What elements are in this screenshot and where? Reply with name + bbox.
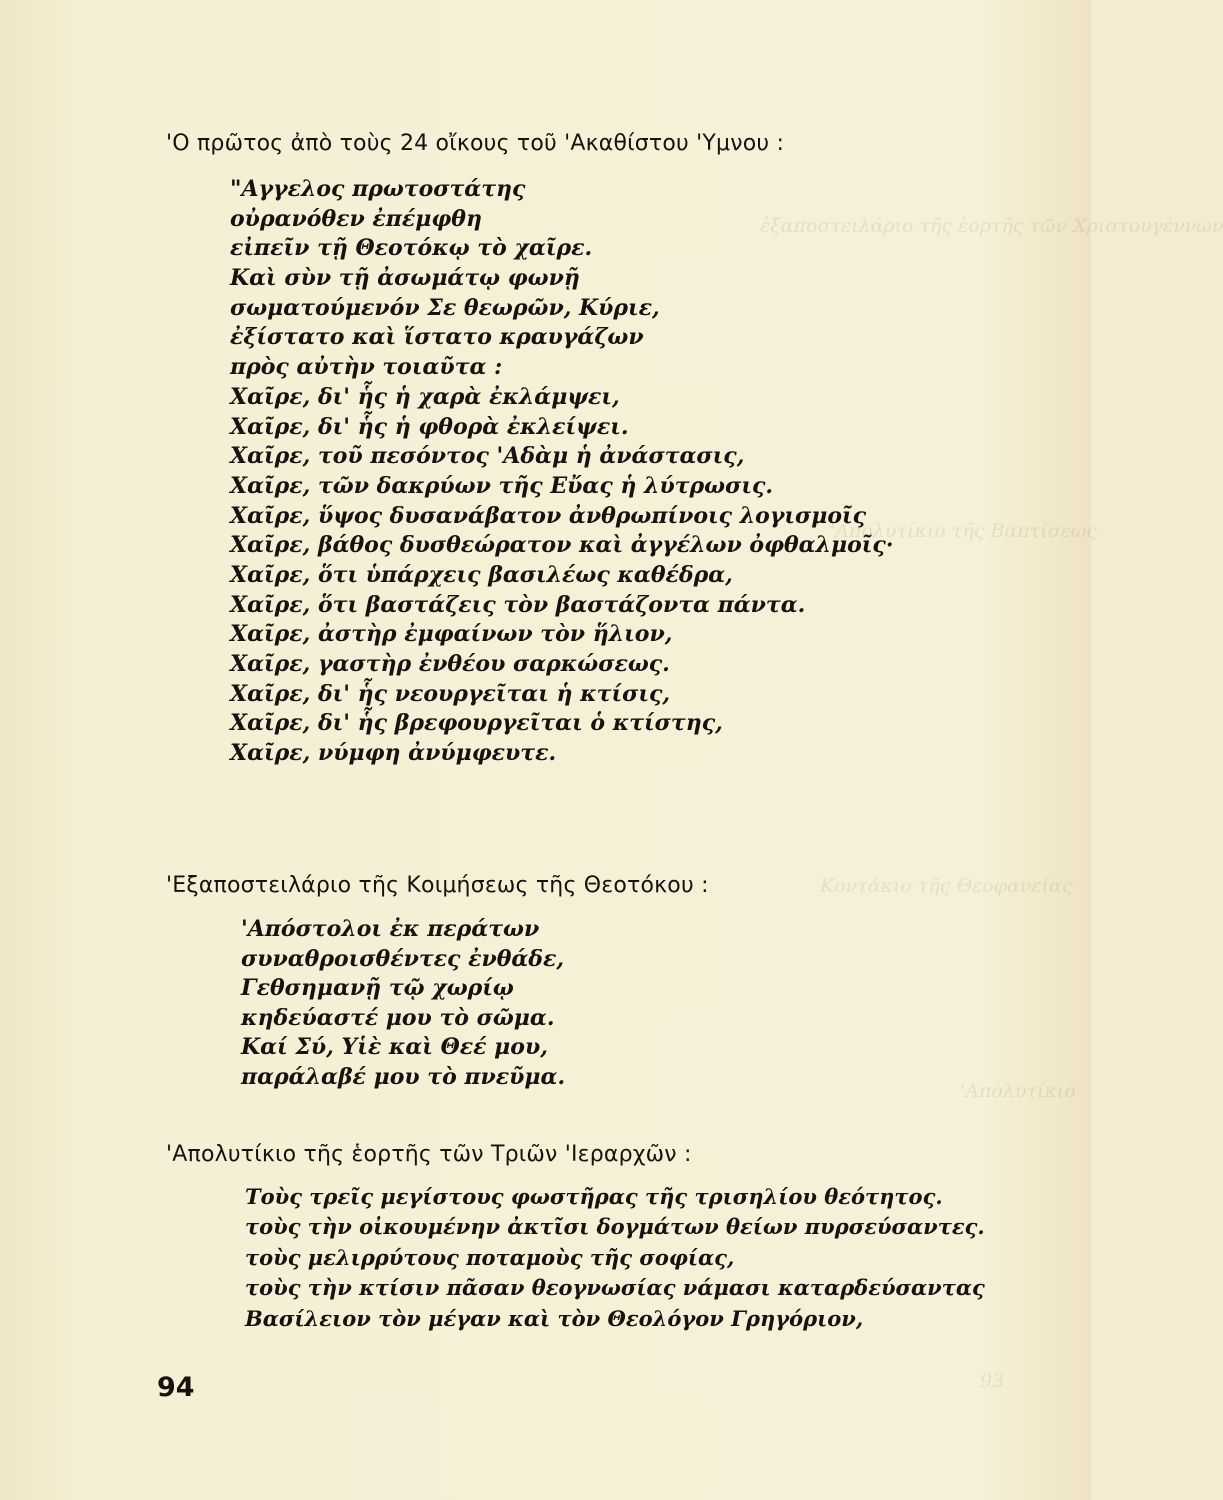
verse-line: τοὺς μελιρρύτους ποταμοὺς τῆς σοφίας, <box>245 1244 735 1270</box>
verse-line: συναθροισθέντες ἐνθάδε, <box>241 945 565 972</box>
verse-line: ἐξίστατο καὶ ἵστατο κραυγάζων <box>230 324 644 351</box>
verse-line: οὐρανόθεν ἐπέμφθη <box>230 205 482 232</box>
section-heading-exapostilarion: 'Εξαποστειλάριο τῆς Κοιμήσεως τῆς Θεοτόκου : <box>166 873 709 898</box>
verse-line: Χαῖρε, γαστὴρ ἐνθέου σαρκώσεως. <box>230 651 670 677</box>
verse-line: Καὶ σὺν τῇ ἀσωμάτῳ φωνῇ <box>230 265 580 292</box>
verse-line: Χαῖρε, τῶν δακρύων τῆς Εὔας ἡ λύτρωσις. <box>230 472 774 499</box>
verse-line: Χαῖρε, δι' ἧς ἡ χαρὰ ἐκλάμψει, <box>230 383 620 410</box>
verse-line: Χαῖρε, τοῦ πεσόντος 'Αδὰμ ἡ ἀνάστασις, <box>230 443 745 470</box>
bleed-through-text: 93 <box>980 1370 1005 1392</box>
verse-line: Βασίλειον τὸν μέγαν καὶ τὸν Θεολόγον Γρηγόριον, <box>245 1305 864 1331</box>
verse-line: πρὸς αὐτὴν τοιαῦτα : <box>230 354 503 381</box>
verse-line: Χαῖρε, δι' ἧς βρεφουργεῖται ὁ κτίστης, <box>230 710 723 737</box>
verse-line: κηδεύαστέ μου τὸ σῶμα. <box>241 1004 555 1031</box>
bleed-through-text: ἐξαποστειλάριο τῆς ἑορτῆς τῶν Χριστουγέννων <box>760 215 1223 237</box>
verse-line: 'Απόστολοι ἐκ περάτων <box>241 916 540 942</box>
verse-line: Χαῖρε, ὅτι ὑπάρχεις βασιλέως καθέδρα, <box>230 561 733 588</box>
verse-line: Χαῖρε, βάθος δυσθεώρατον καὶ ἀγγέλων ὀφθαλμοῖς· <box>230 532 894 559</box>
verse-line: Χαῖρε, ὕψος δυσανάβατον ἀνθρωπίνοις λογισμοῖς <box>230 502 867 529</box>
section-heading-apolytikion: 'Απολυτίκιο τῆς ἑορτῆς τῶν Τριῶν 'Ιεραρχῶν : <box>166 1142 692 1167</box>
verse-line: Γεθσημανῇ τῷ χωρίῳ <box>241 975 514 1001</box>
verse-line: Καί Σύ, Υἱὲ καὶ Θεέ μου, <box>241 1034 548 1060</box>
hymn-verse-block <box>230 175 893 769</box>
exapostilarion-verse-block <box>241 915 565 1092</box>
apolytikion-verse-block <box>245 1182 985 1334</box>
verse-line: Χαῖρε, δι' ἧς ἡ φθορὰ ἐκλείψει. <box>230 413 629 440</box>
verse-line: Τοὺς τρεῖς μεγίστους φωστῆρας τῆς τρισηλίου θεότητος. <box>245 1184 943 1209</box>
verse-line: σωματούμενόν Σε θεωρῶν, Κύριε, <box>230 294 660 321</box>
verse-line: Χαῖρε, ὅτι βαστάζεις τὸν βαστάζοντα πάντα. <box>230 591 806 618</box>
verse-line: εἰπεῖν τῇ Θεοτόκῳ τὸ χαῖρε. <box>230 235 593 262</box>
bleed-through-text: 'Απολυτίκιο τῆς Βαπτίσεως <box>830 520 1097 542</box>
verse-line: τοὺς τὴν κτίσιν πᾶσαν θεογνωσίας νάμασι καταρδεύσαντας <box>245 1275 985 1301</box>
bleed-through-text: Κοντάκιο τῆς Θεοφανείας <box>820 875 1073 897</box>
verse-line: Χαῖρε, νύμφη ἀνύμφευτε. <box>230 740 557 767</box>
verse-line: τοὺς τὴν οἰκουμένην ἀκτῖσι δογμάτων θείων πυρσεύσαντες. <box>245 1214 985 1240</box>
verse-line: Χαῖρε, δι' ἧς νεουργεῖται ἡ κτίσις, <box>230 680 671 707</box>
section-heading-hymn: 'Ο πρῶτος ἀπὸ τοὺς 24 οἴκους τοῦ 'Ακαθίστου 'Υμνου : <box>166 131 785 156</box>
page-number: 94 <box>157 1372 195 1403</box>
verse-line: "Αγγελος πρωτοστάτης <box>230 176 526 202</box>
verse-line: παράλαβέ μου τὸ πνεῦμα. <box>241 1063 566 1090</box>
verse-line: Χαῖρε, ἀστὴρ ἐμφαίνων τὸν ἥλιον, <box>230 621 673 648</box>
bleed-through-text: 'Απολυτίκιο <box>960 1080 1076 1102</box>
